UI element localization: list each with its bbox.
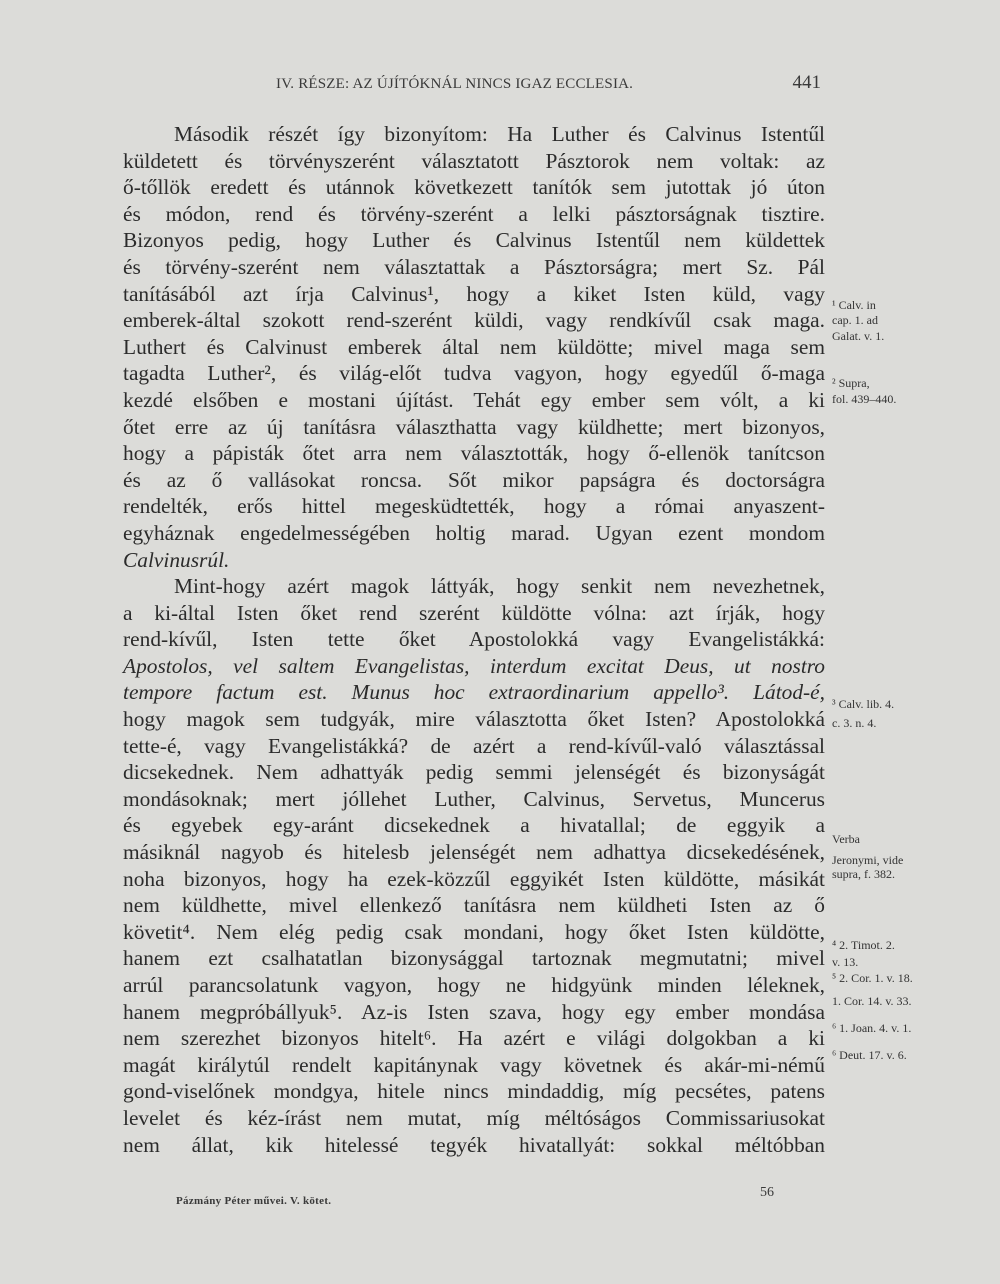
text-line: Luthert és Calvinust emberek által nem küldötte; mivel maga sem [123,334,825,359]
text-line: és az ő vallásokat roncsa. Sőt mikor papságra és doctorságra [123,467,825,492]
text-line: mondásoknak; mert jóllehet Luther, Calvinus, Servetus, Muncerus [123,786,825,811]
text-line: Apostolos, vel saltem Evangelistas, interdum excitat Deus, ut nostro [123,653,825,678]
margin-note: 1. Cor. 14. v. 33. [832,994,912,1008]
text-line: és egyebek egy-aránt dicsekednek a hivatallal; de eggyik a [123,813,825,838]
text-line: arrúl parancsolatunk vagyon, hogy ne hidgyünk minden léleknek, [123,973,825,997]
margin-note: Verba [832,832,860,846]
text-line: másiknál nagyob és hitelesb jelenségét nem adhattya dicsekedésének, [123,840,825,865]
margin-note: ³ Calv. lib. 4. [832,697,895,711]
text-line: a ki-által Isten őket rend szerént küldötte vólna: azt írják, hogy [123,600,825,625]
margin-note: c. 3. n. 4. [832,716,877,730]
running-head: IV. RÉSZE: AZ ÚJÍTÓKNÁL NINCS IGAZ ECCLESIA. [276,76,634,92]
margin-note: ⁴ 2. Timot. 2. [832,938,895,952]
margin-note: fol. 439–440. [832,392,897,406]
text-line: tagadta Luther², és világ-előt tudva vagyon, hogy egyedűl ő-maga [123,361,825,386]
margin-note: cap. 1. ad [832,313,878,327]
text-line: Második részét így bizonyítom: Ha Luther és Calvinus Istentűl [174,122,825,146]
text-line: nem szerezhet bizonyos hitelt⁶. Ha azért e világi dolgokban a ki [123,1026,825,1051]
text-line: és módon, rend és törvény-szerént a lelki pásztorságnak tisztire. [123,201,825,226]
text-line: tempore factum est. Munus hoc extraordinarium appello³. Látod-é, [123,680,825,705]
text-line: Calvinusrúl. [123,547,230,572]
margin-note: v. 13. [832,955,859,969]
text-line: rend-kívűl, Isten tette őket Apostolokká vagy Evangelistákká: [123,627,825,652]
text-line: küldetett és törvényszerént választatott Pásztorok nem voltak: az [123,148,825,173]
text-line: tanításából azt írja Calvinus¹, hogy a kiket Isten küld, vagy [123,281,825,306]
printer-signature: Pázmány Péter művei. V. kötet. [176,1195,332,1207]
text-line: ő-tőllök eredett és utánnok következett tanítók sem jutottak jó úton [123,175,825,200]
text-line: magát királytúl rendelt kapitánynak vagy követnek és akár-mi-némű [123,1052,825,1077]
page-number: 441 [792,72,821,93]
text-line: kezdé elsőben e mostani újítást. Tehát egy ember sem vólt, a ki [123,387,825,412]
text-line: hanem megpróbállyuk⁵. Az-is Isten szava, hogy egy ember mondása [123,999,825,1024]
text-line: egyháznak engedelmességében holtig marad. Ugyan ezent mondom [123,520,825,545]
text-line: nem állat, kik hitelessé tegyék hivatallyát: sokkal méltóbban [123,1132,825,1157]
text-line: Bizonyos pedig, hogy Luther és Calvinus Istentűl nem küldettek [123,228,825,253]
text-line: és törvény-szerént nem választattak a Pásztorságra; mert Sz. Pál [123,254,825,279]
sheet-number: 56 [760,1185,774,1200]
text-line: követit⁴. Nem elég pedig csak mondani, hogy őket Isten küldötte, [123,919,825,944]
margin-note: ⁶ 1. Joan. 4. v. 1. [832,1021,912,1035]
text-line: levelet és kéz-írást nem mutat, míg méltóságos Commissariusokat [123,1105,825,1130]
text-line: gond-viselőnek mondgya, hitele nincs mindaddig, míg pecsétes, patens [123,1079,825,1104]
margin-note: ⁵ 2. Cor. 1. v. 18. [832,971,913,985]
text-line: tette-é, vagy Evangelistákká? de azért a rend-kívűl-való választással [123,733,825,758]
margin-note: ² Supra, [832,376,870,390]
margin-note: Jeronymi, vide [832,853,904,867]
body-text [123,121,825,1158]
page-header [276,72,821,100]
text-line: Mint-hogy azért magok láttyák, hogy senkit nem nevezhetnek, [174,574,825,599]
text-line: őtet erre az új tanításra választhatta vagy küldhette; mert bizonyos, [123,414,825,439]
margin-note: Galat. v. 1. [832,329,885,343]
text-line: emberek-által szokott rend-szerént küldi, vagy rendkívűl csak maga. [123,308,825,333]
text-line: nem küldhette, mivel ellenkező tanításra nem küldheti Isten az ő [123,893,825,918]
text-line: rendelték, erős hittel megesküdtették, hogy a római anyaszent- [123,494,825,519]
margin-note: ¹ Calv. in [832,298,876,312]
text-line: hogy a pápisták őtet arra nem választották, hogy ő-ellenök tanítcson [123,441,825,466]
text-line: dicsekednek. Nem adhattyák pedig semmi jelenségét és bizonyságát [123,760,825,785]
text-line: hanem ezt csalhatatlan bizonysággal tartoznak megmutatni; mivel [123,946,825,971]
text-line: noha bizonyos, hogy ha ezek-közzűl eggyikét Isten küldötte, másikát [123,866,825,891]
text-line: hogy magok sem tudgyák, mire választotta őket Isten? Apostolokká [123,707,825,732]
margin-note: ⁶ Deut. 17. v. 6. [832,1048,907,1062]
margin-note: supra, f. 382. [832,867,895,881]
